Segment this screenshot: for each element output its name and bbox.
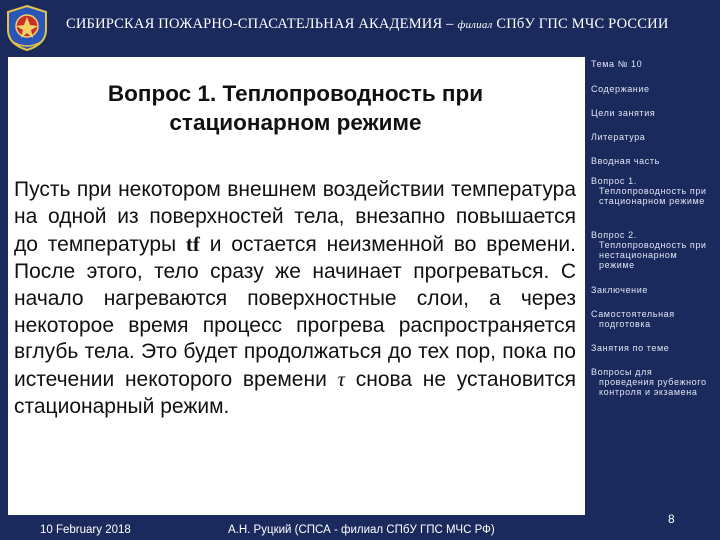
sidebar-item-label: Самостоятельная [591,309,675,319]
sidebar-item-intro[interactable] [591,156,715,166]
sidebar-item-topic[interactable] [591,59,715,69]
sidebar-item-question-1[interactable] [591,176,715,206]
body-text-3: снова не установится стационарный режим. [14,368,576,419]
sidebar-item-question-2[interactable] [591,230,715,270]
symbol-tau: τ [337,367,346,392]
sidebar-item-classes[interactable] [591,343,715,353]
footer-bar [0,515,720,540]
sidebar-item-conclusion[interactable] [591,285,715,295]
sidebar-item-contents[interactable] [591,84,715,94]
sidebar-item-sublabel: проведения рубежного контроля и экзамена [599,377,707,397]
sidebar-item-label: Вводная часть [591,156,660,166]
sidebar-item-label: Вопросы для [591,367,653,377]
sidebar-item-goals[interactable] [591,108,715,118]
footer-date: 10 February 2018 [40,524,131,536]
sidebar-nav [591,57,716,507]
sidebar-item-self-study[interactable] [591,309,715,329]
footer-author: А.Н. Руцкий (СПСА - филиал СПбУ ГПС МЧС РФ) [228,524,495,536]
question-title: Вопрос 1. Теплопроводность при стационарном режиме [107,81,484,135]
header-title-end: СПбУ ГПС МЧС РОССИИ [492,16,669,32]
sidebar-item-label: Занятия по теме [591,343,670,353]
sidebar-item-label: Цели занятия [591,108,656,118]
header-title-main: СИБИРСКАЯ ПОЖАРНО-СПАСАТЕЛЬНАЯ АКАДЕМИЯ – [66,16,458,32]
header-title-small: филиал [457,19,493,31]
sidebar-item-sublabel: Теплопроводность при нестационарном режиме [599,240,707,270]
sidebar-item-label: Литература [591,132,646,142]
sidebar-item-label: Содержание [591,84,650,94]
sidebar-item-sublabel: Теплопроводность при стационарном режиме [599,186,707,206]
slide-content [8,57,585,515]
academy-emblem-icon [4,4,50,52]
sidebar-item-sublabel: подготовка [599,319,651,329]
symbol-tf: tf [185,231,200,256]
header-bar [0,0,720,56]
sidebar-item-exam-questions[interactable] [591,367,715,397]
sidebar-item-literature[interactable] [591,132,715,142]
page-number: 8 [668,512,675,526]
header-title [66,16,706,33]
body-paragraph [14,177,576,421]
body-text-2: и остается неизменной во времени. После этого, тело сразу же начинает прогреваться. С начало нагреваются поверхностные слои, а через некоторое время процесс прогрева распространяется вглубь тела. Это будет продолжаться до тех пор, пока по истечении некоторого времени [14,232,576,392]
sidebar-item-label: Вопрос 2. [591,230,637,240]
sidebar-item-label: Заключение [591,285,648,295]
sidebar-item-label: Тема № 10 [591,59,643,69]
body-text-1: Пусть при некотором внешнем воздействии температура на одной из поверхностей тела, внезапно повышается до температуры [14,178,576,256]
sidebar-item-label: Вопрос 1. [591,176,637,186]
